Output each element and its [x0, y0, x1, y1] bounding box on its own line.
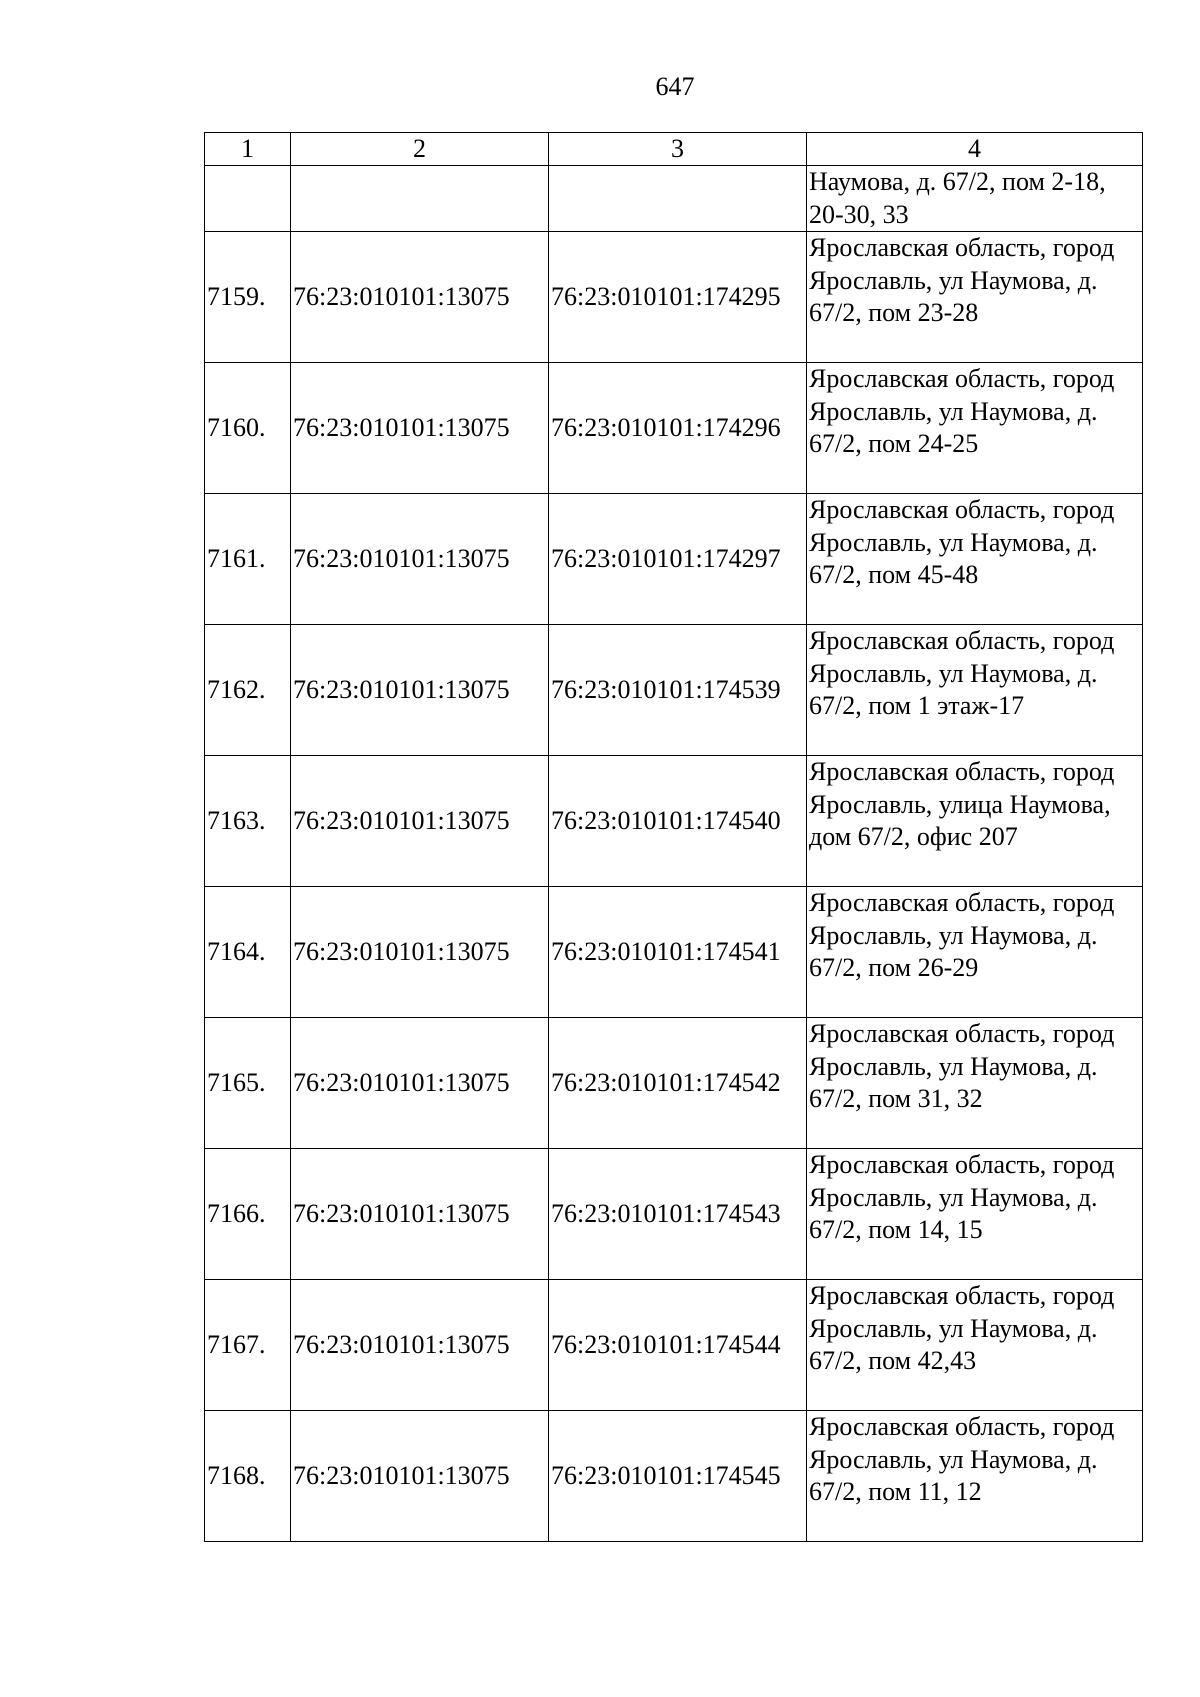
row-number-cell: 7165. — [205, 1018, 291, 1149]
parcel-number-cell: 76:23:010101:13075 — [291, 363, 549, 494]
address-cell: Ярославская область, город Ярославль, ул Наумова, д. 67/2, пом 1 этаж-17 — [807, 625, 1143, 756]
table-row — [205, 1280, 1143, 1411]
header-col-1: 1 — [205, 133, 291, 166]
table-row — [205, 232, 1143, 363]
continuation-row — [205, 166, 1143, 232]
address-cell: Наумова, д. 67/2, пом 2-18, 20-30, 33 — [807, 166, 1143, 232]
row-number-cell — [205, 166, 291, 232]
table-row — [205, 1411, 1143, 1542]
object-number-cell — [549, 166, 807, 232]
object-number-cell: 76:23:010101:174545 — [549, 1411, 807, 1542]
parcel-number-cell: 76:23:010101:13075 — [291, 756, 549, 887]
object-number-cell: 76:23:010101:174540 — [549, 756, 807, 887]
table-row — [205, 1149, 1143, 1280]
row-number-cell: 7159. — [205, 232, 291, 363]
row-number-cell: 7166. — [205, 1149, 291, 1280]
header-col-2: 2 — [291, 133, 549, 166]
address-cell: Ярославская область, город Ярославль, улица Наумова, дом 67/2, офис 207 — [807, 756, 1143, 887]
page-number: 647 — [655, 72, 695, 101]
address-cell: Ярославская область, город Ярославль, ул Наумова, д. 67/2, пом 24-25 — [807, 363, 1143, 494]
table-row — [205, 756, 1143, 887]
table-row — [205, 363, 1143, 494]
address-cell: Ярославская область, город Ярославль, ул Наумова, д. 67/2, пом 14, 15 — [807, 1149, 1143, 1280]
parcel-number-cell — [291, 166, 549, 232]
object-number-cell: 76:23:010101:174541 — [549, 887, 807, 1018]
object-number-cell: 76:23:010101:174296 — [549, 363, 807, 494]
object-number-cell: 76:23:010101:174297 — [549, 494, 807, 625]
row-number-cell: 7164. — [205, 887, 291, 1018]
header-col-4: 4 — [807, 133, 1143, 166]
address-cell: Ярославская область, город Ярославль, ул Наумова, д. 67/2, пом 23-28 — [807, 232, 1143, 363]
parcel-number-cell: 76:23:010101:13075 — [291, 494, 549, 625]
object-number-cell: 76:23:010101:174544 — [549, 1280, 807, 1411]
header-row — [205, 133, 1143, 166]
parcel-number-cell: 76:23:010101:13075 — [291, 1411, 549, 1542]
table-row — [205, 494, 1143, 625]
row-number-cell: 7162. — [205, 625, 291, 756]
row-number-cell: 7167. — [205, 1280, 291, 1411]
parcel-number-cell: 76:23:010101:13075 — [291, 1018, 549, 1149]
address-cell: Ярославская область, город Ярославль, ул Наумова, д. 67/2, пом 45-48 — [807, 494, 1143, 625]
row-number-cell: 7168. — [205, 1411, 291, 1542]
table-row — [205, 1018, 1143, 1149]
table-row — [205, 887, 1143, 1018]
table-row — [205, 625, 1143, 756]
parcel-number-cell: 76:23:010101:13075 — [291, 887, 549, 1018]
table-body — [205, 166, 1143, 1542]
object-number-cell: 76:23:010101:174542 — [549, 1018, 807, 1149]
parcel-number-cell: 76:23:010101:13075 — [291, 1149, 549, 1280]
row-number-cell: 7163. — [205, 756, 291, 887]
object-number-cell: 76:23:010101:174543 — [549, 1149, 807, 1280]
registry-table — [204, 132, 1143, 1542]
object-number-cell: 76:23:010101:174539 — [549, 625, 807, 756]
parcel-number-cell: 76:23:010101:13075 — [291, 1280, 549, 1411]
row-number-cell: 7161. — [205, 494, 291, 625]
parcel-number-cell: 76:23:010101:13075 — [291, 232, 549, 363]
header-col-3: 3 — [549, 133, 807, 166]
address-cell: Ярославская область, город Ярославль, ул Наумова, д. 67/2, пом 11, 12 — [807, 1411, 1143, 1542]
address-cell: Ярославская область, город Ярославль, ул Наумова, д. 67/2, пом 42,43 — [807, 1280, 1143, 1411]
object-number-cell: 76:23:010101:174295 — [549, 232, 807, 363]
address-cell: Ярославская область, город Ярославль, ул Наумова, д. 67/2, пом 31, 32 — [807, 1018, 1143, 1149]
row-number-cell: 7160. — [205, 363, 291, 494]
parcel-number-cell: 76:23:010101:13075 — [291, 625, 549, 756]
table-header — [205, 133, 1143, 166]
address-cell: Ярославская область, город Ярославль, ул Наумова, д. 67/2, пом 26-29 — [807, 887, 1143, 1018]
